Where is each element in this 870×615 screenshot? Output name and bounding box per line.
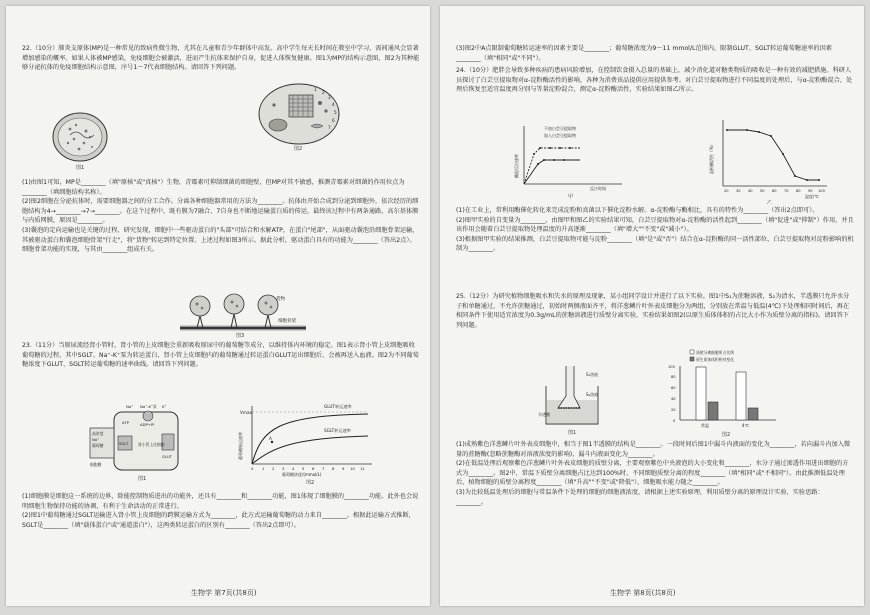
fig1-membrane-tag: 细胞膜 [90, 462, 102, 467]
svg-text:3: 3 [328, 95, 331, 100]
q22-figure-3 [176, 292, 316, 342]
svg-text:10: 10 [350, 466, 355, 471]
q24-fig-a-label: 甲 [568, 194, 574, 200]
svg-text:A: A [269, 436, 272, 441]
fig3-cytoskeleton-tag: 细胞骨架 [278, 319, 296, 324]
q25-block [456, 292, 854, 330]
q22-fig2-label: 图2 [294, 146, 303, 151]
svg-text:6: 6 [312, 466, 315, 471]
q24-fig-b-label: 乙 [767, 200, 773, 204]
svg-text:11: 11 [360, 466, 365, 471]
svg-text:6: 6 [332, 118, 335, 123]
q24-sub2: (2)图甲实验的自变量为________，由图甲和图乙的实验结果可知，白芸豆提取物对α-淀粉酶的活性起到________（填"促进"或"抑制"）作用，并且该作用会随着白芸豆提取物处理温度的升高逐渐________（填"增大""不变"或"减小"）。 [456, 216, 854, 234]
fig-b-y-axis: 淀粉酶活性（%） [709, 142, 714, 174]
q23-intro: 23.（11分）当原尿流经肾小管时，肾小管的上皮细胞会重新吸收原尿中的葡萄糖等成分，以维持体内环境的稳定。图1表示肾小管上皮细胞吸收葡萄糖的过程，其中SGLT、Na⁺-K⁺泵为转运蛋白，肾小管上皮细胞内的葡萄糖通过转运蛋白GLUT运出细胞后，会被再送入血液。图2为不同葡萄糖浓度下GLUT、SGLT转运葡萄糖的速率曲线。请回答下列问题。 [22, 342, 419, 369]
q22-fig3-label: 图3 [236, 333, 245, 338]
kidney-tubule-transport-diagram [82, 400, 202, 482]
fig2-x-normal: 常温 [701, 423, 709, 428]
q25-sub1: (1)成熟紫色洋葱鳞片叶外表皮细胞中，相当于图1半透膜的结构是________。一段时间后图1中漏斗内液面的变化为________，若向漏斗内加入微量的蔗糖酶(忽略蔗糖酶对溶液浓度的影响)，漏斗内液面变化为________。 [456, 441, 851, 458]
q23-fig2-label: 图2 [306, 480, 315, 484]
svg-text:7: 7 [322, 466, 325, 471]
mp-structure-diagram [46, 109, 116, 171]
fig-b-tick-80: 80 [796, 189, 801, 193]
q25-intro: 25.（12分）为研究植物细胞吸水和失水的原理及现象，某小组同学设计并进行了以下实验。图1中S₁为蔗糖溶液，S₂为清水，半透膜只允许水分子和单糖通过，不允许蔗糖通过，初始时两侧液面齐平，将洋葱鳞片叶外表皮细胞分为两组，分别放在常温与低温(4℃)下处理相同时间后，再在相同条件下使用适宜浓度为0.3g/mL的蔗糖溶液进行质壁分离实验，实验结果如图2(以原生质体体积的占比大小作为质壁分离的指标)。请回答下列问题。 [456, 293, 850, 329]
svg-text:1: 1 [314, 87, 317, 92]
fig1-s1-tag: S₁溶液 [586, 372, 599, 377]
svg-text:3: 3 [282, 466, 285, 471]
chart-vmax-label: Vmax [240, 410, 252, 415]
amylase-activity-chart [705, 114, 833, 204]
exam-page-8 [440, 6, 864, 606]
page-8-footer: 生物学 第8页(共8页) [610, 589, 676, 597]
chart-y-axis-label: 葡萄糖转运速率 [238, 432, 243, 460]
svg-text:2: 2 [272, 466, 275, 471]
q23-subquestions [22, 492, 420, 530]
q24-figure-b [705, 114, 833, 208]
fig1-membrane-tag: 半透膜 [538, 412, 550, 417]
q25-fig1-label: 图1 [568, 430, 577, 436]
svg-text:1: 1 [262, 466, 265, 471]
chart-curve-glut: GLUT转运速率 [324, 404, 352, 409]
q23-sub3: (3)图2中A点限制葡萄糖转运速率的因素主要是________；葡萄糖浓度为9～11 mmol/L范围内，限制GLUT、SGLT转运葡萄糖速率的因素________（填"相同"或"不同"）。 [456, 45, 832, 62]
fig-a-y-axis: 酶促反应速率 [514, 154, 519, 178]
q23-figure-1 [82, 400, 202, 486]
plasmolysis-bar-chart [656, 346, 786, 438]
svg-text:9: 9 [342, 466, 345, 471]
fig-b-tick-70: 70 [784, 189, 789, 193]
fig3-cargo-tag: 货物 [276, 297, 285, 302]
fig2-legend-2: 原生质体体积相对变化 [696, 357, 734, 362]
q25-fig2-label: 图2 [722, 432, 731, 438]
fig2-ytick-0: 0 [673, 419, 676, 423]
q24-sub1: (1)在工业上，常利用酶催化转化来完成淀粉和真菌以下催化淀粉水解。α-淀粉酶与酶相比，具有的特性为________（答出2点即可）。 [456, 207, 819, 214]
q24-subquestions [456, 206, 854, 254]
fig-b-tick-100: 100 [818, 189, 825, 193]
q22-sub3: (3)囊泡的定向运输也是关键的过程，研究发现，细胞中一些驱动蛋白的"头部"可结合和水解ATP，在蛋白"尾部"，从面驱动囊泡沿细胞骨架运输，其被驱动蛋白和囊泡细胞骨架"行走"，将"货物"转运到特定位置。上述过程如图3所示。据此分析，驱动蛋白具有的功能为________（答出2点）。细胞骨架功能的实现，与其由________组成有关。 [22, 226, 419, 254]
q22-subquestions [22, 178, 420, 255]
chart-curve-sglt: SGLT转运速率 [324, 428, 351, 433]
q23-sub1: (1)细胞膜是细胞这一系统的边界，除能控制物质进出的功能外，还具有________和________功能，图1体现了细胞膜的________功能。此外也会说明细胞生物保持功能的协调，有利于生命活动的正常进行。 [22, 493, 419, 510]
fig2-legend-1: 质壁分离细胞所占比例 [696, 350, 734, 355]
fig2-ytick-20: 20 [671, 408, 676, 412]
fig1-atp-tag: ATP [122, 420, 129, 425]
page-7-footer: 生物学 第7页(共8页) [191, 589, 257, 597]
svg-text:7: 7 [328, 125, 331, 130]
fig-a-legend-2: 加入白芸豆提取物 [544, 133, 576, 138]
svg-text:2: 2 [322, 90, 325, 95]
fig-b-x-axis: 温度/℃ [805, 194, 819, 199]
fig1-adp-tag: ADP+Pi [140, 422, 155, 427]
fig1-k-tag: K⁺ [162, 404, 167, 409]
fig2-ytick-40: 40 [671, 397, 676, 401]
q25-subquestions [456, 440, 854, 507]
svg-text:0: 0 [251, 466, 254, 471]
fig1-na2-tag: Na⁺ [92, 437, 100, 442]
fig1-glucose-tag: 葡萄糖 [92, 443, 104, 448]
exam-page-7 [6, 6, 430, 606]
svg-text:8: 8 [332, 466, 335, 471]
motor-protein-diagram [176, 292, 316, 338]
chart-x-axis-label: 葡萄糖浓度/(mmol/L) [282, 472, 322, 477]
fig1-glut-tag: GLUT [162, 454, 172, 459]
q22-block [22, 44, 420, 73]
q22-fig1-label: 图1 [76, 165, 85, 171]
q23-sub2: (2)图1中葡萄糖通过SGLT运输进入肾小管上皮细胞的跨膜运输方式为________，此方式运输葡萄糖的动力来自________。根据此运输方式推断，SGLT是________（填"载体蛋白"或"通道蛋白"），这两类转运蛋白的区别有________（答出2点即可）。 [22, 512, 415, 529]
fig2-ytick-100: 100 [668, 365, 675, 369]
q22-intro: 22.（10分）肺炎支原体(MP)是一种常见的致病性微生物，尤其在儿童和青少年群体中高发。高中学生每天长时间在教室中学习，需间通风会显著增加感染的概率。如果人体被MP感染，免疫细胞会被激活，进而产生抗体来保护自身，促进人体恢复健康。图1为MP的结构示意图，图2为其种能够分泌抗体的免疫细胞结构示意图，序号1～7代表细胞结构。请回答下列问题。 [22, 45, 420, 72]
q25-sub2: (2)在低温处理后观察紫色洋葱鳞片叶外表皮细胞的质壁分离，主要观察紫色中央液泡的大小变化和________，水分子通过渗透作用进出细胞的方式为________。图2中，常温下质壁分离细胞占比达到100%时，不同细胞质壁分离的程度________（填"相同"或"不相同"）。由此推测低温处理后，植物细胞的质壁分离程度________（填"升高""不变"或"降低"），细胞吸水能力随之________。 [456, 460, 849, 487]
fig1-sglt-tag: SGLT [119, 441, 129, 446]
fig1-high-conc-tag: 高浓度 [92, 431, 104, 436]
svg-text:5: 5 [302, 466, 305, 471]
fig-b-tick-90: 90 [808, 189, 813, 193]
q24-intro: 24.（10分）肥胖会导致多种疾病的患病风险增加，在控制饮食摄入总量的基础上，减少消化道对糖类物质的吸收是一种有效的减肥措施。科研人员探讨了白芸豆提取物对α-淀粉酶活性的影响，各种为消费该品提供应用提供参考。对白芸豆提取物进行不同温度的处理后，与α-淀粉酶混合，处理后恢复至适宜温度再分别与等量淀粉混合，测定α-淀粉酶活性，实验结果如图乙所示。 [456, 67, 853, 94]
q24-figure-a [510, 120, 630, 204]
fig2-ytick-80: 80 [671, 375, 676, 379]
q23-fig1-label: 图1 [138, 476, 147, 482]
q24-block [456, 66, 854, 95]
q25-figure-2 [656, 346, 786, 442]
plasma-cell-diagram [256, 81, 342, 151]
q23-figure-2 [232, 398, 382, 488]
fig-a-x-axis: 反应时间 [590, 186, 606, 191]
fig-b-tick-40: 40 [748, 189, 753, 193]
q22-sub2: (2)图2细胞在分泌抗体时，需要细胞器之间的分工合作。分离各种细胞器常用的方法为________。抗体由开始合成到分泌到细胞外，依次经历的细胞结构为4→________→7→________。在这个过程中，既有膜为7融合，7自身也不断地运输蛋白质的传运，最终该过程中有两条通路，高尔基体膜与内质网膜，原因是________。 [22, 198, 419, 225]
fig-b-tick-50: 50 [760, 189, 765, 193]
fig1-cell-tag: 肾小管上皮细胞 [138, 442, 165, 447]
fig-b-tick-30: 30 [736, 189, 741, 193]
svg-text:4: 4 [332, 102, 335, 107]
fig-b-tick-20: 20 [724, 189, 729, 193]
fig1-s2-tag: S₂溶液 [586, 392, 599, 397]
fig2-ytick-60: 60 [671, 386, 676, 390]
q22-sub1: (1)由图1可知，MP是________（填"原核"或"真核"）生物，青霉素可抑制细菌的细胞壁，但MP对其不敏感，推测青霉素对细菌的作用位点为________（填细胞结构名称）。 [22, 179, 405, 196]
osmometer-diagram [536, 356, 626, 436]
q24-sub3: (3)根据图甲实验的结果推测，白芸豆提取物可能与淀粉________（填"是"或"否"）结合在α-淀粉酶的同一活性部位，白芸豆提取物对淀粉影响的机制为________。 [456, 235, 854, 253]
svg-text:4: 4 [292, 466, 295, 471]
q22-figure-1 [46, 109, 116, 175]
q25-figure-1 [536, 356, 626, 440]
fig1-na-tag: Na⁺ [126, 404, 134, 409]
fig-b-tick-60: 60 [772, 189, 777, 193]
fig-a-legend-1: 不加白芸豆提取物 [544, 126, 576, 131]
reaction-rate-chart [510, 120, 630, 200]
transport-rate-chart [232, 398, 382, 484]
q22-figure-2 [256, 81, 342, 155]
fig1-pump-tag: Na⁺-K⁺泵 [140, 404, 157, 409]
svg-text:5: 5 [334, 110, 337, 115]
q25-sub3: (3)为比较低温处理后的细胞与常温条件下处理的细胞的细胞液浓度，请根据上述实验原理，利用质壁分离的原理设计实验，实验思路：________。 [456, 488, 824, 506]
q23-continued [456, 44, 854, 63]
q23-block [22, 341, 420, 370]
fig2-x-4c: 4℃ [742, 423, 750, 428]
